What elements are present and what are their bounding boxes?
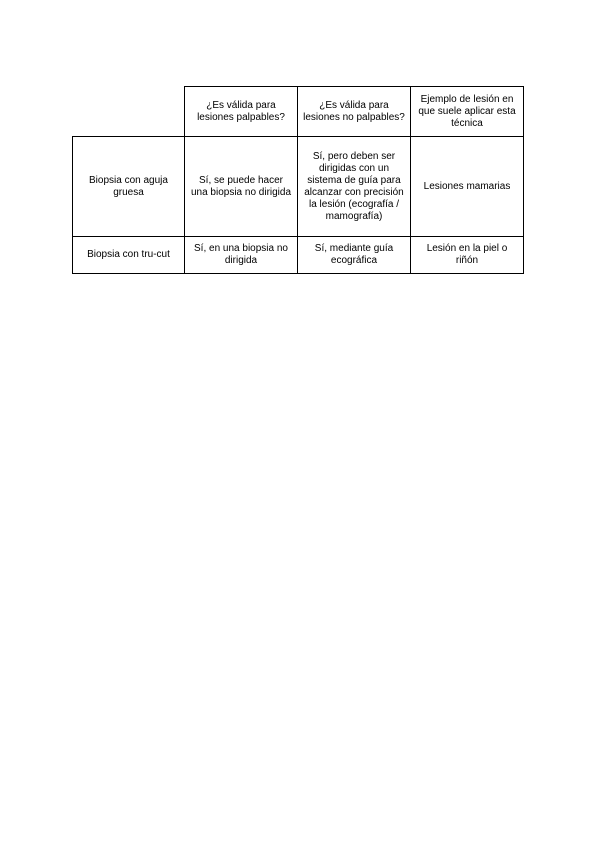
table-row [73, 137, 524, 237]
row-label-aguja-gruesa: Biopsia con aguja gruesa [73, 137, 185, 237]
row-label-tru-cut: Biopsia con tru-cut [73, 237, 185, 274]
header-palpables: ¿Es válida para lesiones palpables? [185, 87, 298, 137]
cell-no-palpables: Sí, pero deben ser dirigidas con un sistema de guía para alcanzar con precisión la lesión (ecografía / mamografía) [298, 137, 411, 237]
cell-palpables: Sí, se puede hacer una biopsia no dirigida [185, 137, 298, 237]
biopsy-comparison-table [72, 86, 524, 274]
table-header-row [73, 87, 524, 137]
table-row [73, 237, 524, 274]
cell-ejemplo: Lesión en la piel o riñón [411, 237, 524, 274]
cell-palpables: Sí, en una biopsia no dirigida [185, 237, 298, 274]
header-ejemplo: Ejemplo de lesión en que suele aplicar esta técnica [411, 87, 524, 137]
cell-no-palpables: Sí, mediante guía ecográfica [298, 237, 411, 274]
header-no-palpables: ¿Es válida para lesiones no palpables? [298, 87, 411, 137]
empty-corner-cell [73, 87, 185, 137]
cell-ejemplo: Lesiones mamarias [411, 137, 524, 237]
